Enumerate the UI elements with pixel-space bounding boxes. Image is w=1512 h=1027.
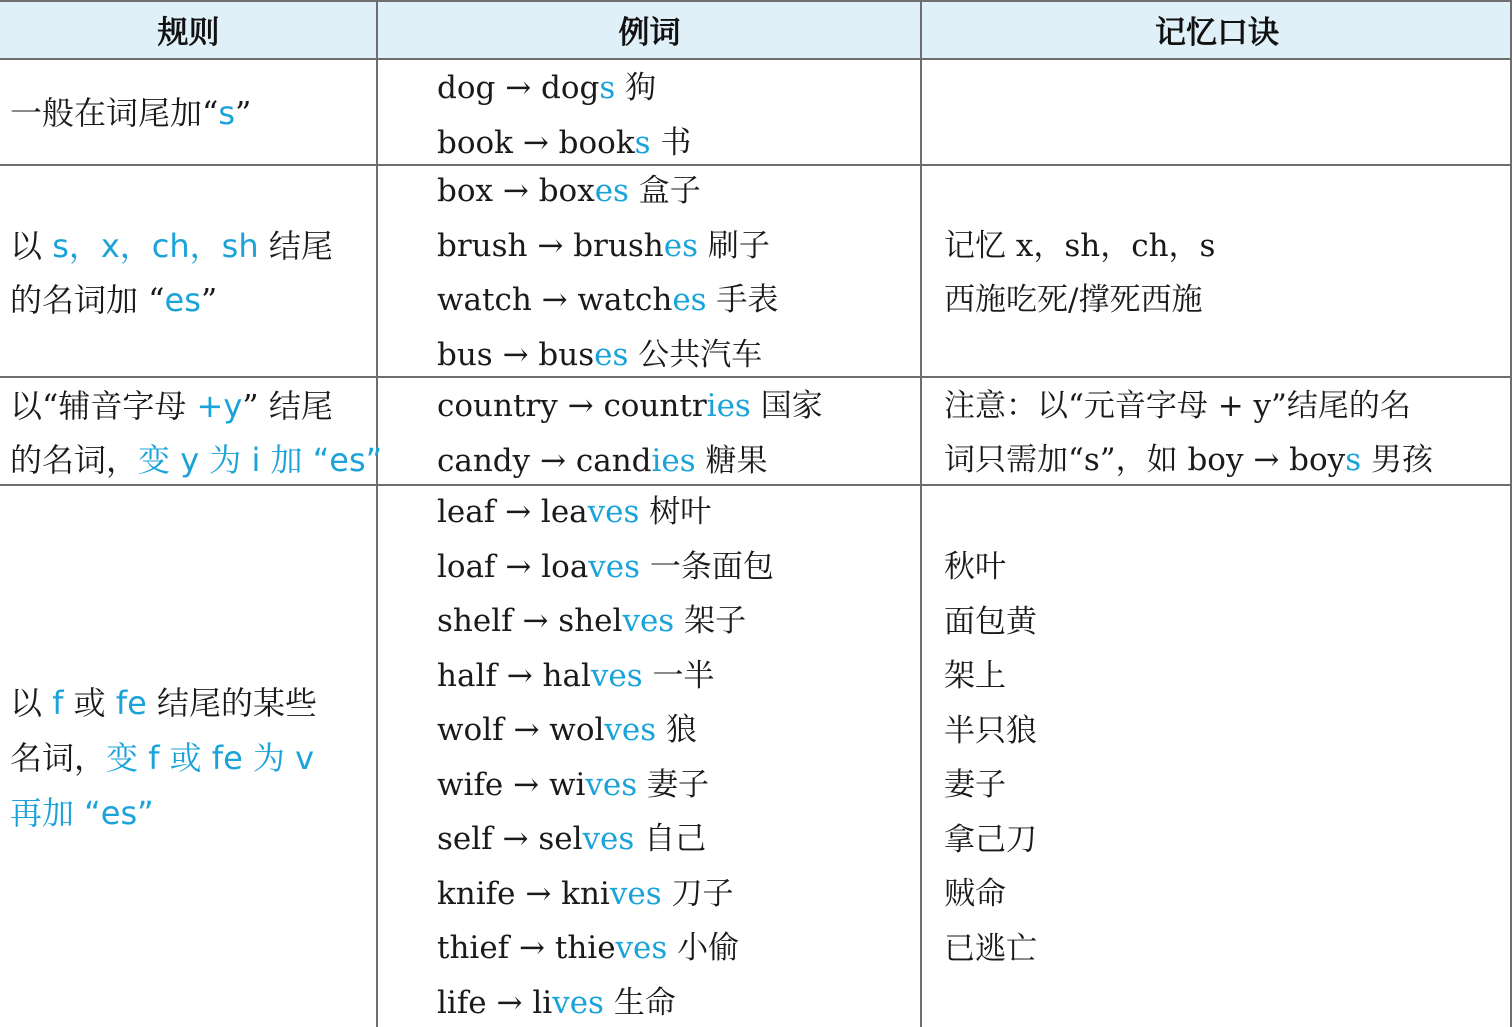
plural-suffix: es <box>672 282 707 318</box>
example-word <box>437 226 770 266</box>
chinese-meaning: 刀子 <box>661 875 734 912</box>
rule-highlight: 再加 “es” <box>10 794 154 832</box>
plural-stem: thie <box>554 930 616 966</box>
arrow-icon: → <box>492 336 539 373</box>
singular-form: life <box>437 984 487 1021</box>
mnemonic-text: 面包黄 <box>944 603 1037 640</box>
column-divider <box>376 0 378 1027</box>
example-word <box>437 710 697 750</box>
singular-form: brush <box>437 227 528 264</box>
row-divider <box>0 164 1512 166</box>
singular-form: knife <box>437 875 516 912</box>
chinese-meaning: 狗 <box>615 70 657 106</box>
singular-form: self <box>437 821 493 857</box>
chinese-meaning: 架子 <box>674 603 747 639</box>
rule-highlight: 变 y 为 i 加 “es” <box>138 441 383 479</box>
example-word <box>437 656 715 696</box>
arrow-icon: → <box>515 875 562 912</box>
rule-text <box>10 793 154 833</box>
rule-text <box>10 386 333 426</box>
rule-plain: 结尾的某些 <box>146 684 317 722</box>
chinese-meaning: 盒子 <box>628 173 701 209</box>
chinese-meaning: 国家 <box>750 388 823 424</box>
rule-text <box>10 440 382 480</box>
mnemonic-text: 已逃亡 <box>944 930 1037 967</box>
singular-form: leaf <box>437 494 496 530</box>
rule-plain: 以 <box>10 684 53 722</box>
mnemonic-text: 记忆 x，sh，ch，s <box>944 228 1216 264</box>
arrow-icon: → <box>503 766 549 803</box>
example-word <box>437 441 768 481</box>
singular-form: thief <box>437 930 510 966</box>
singular-form: shelf <box>437 603 513 639</box>
singular-form: country <box>437 388 558 424</box>
plural-suffix: ves <box>590 657 643 694</box>
rule-highlight: +y <box>196 387 243 425</box>
rule-highlight: s，x，ch，sh <box>52 227 259 265</box>
plural-suffix: ves <box>609 875 662 912</box>
mnemonic-text <box>944 440 1433 480</box>
arrow-icon: → <box>495 548 542 585</box>
rule-text <box>10 93 251 133</box>
rule-plain: 的名词加 “ <box>10 281 165 319</box>
rule-highlight: s <box>218 94 236 132</box>
rule-plain: ” <box>235 94 252 132</box>
rule-text <box>10 226 333 266</box>
mnemonic-text: 拿己刀 <box>944 821 1037 858</box>
row-divider <box>0 484 1512 486</box>
plural-stem: bus <box>538 336 595 373</box>
rule-plain: ” 结尾 <box>242 387 333 425</box>
rule-plain: 结尾 <box>258 227 333 265</box>
arrow-icon: → <box>509 930 555 966</box>
example-word <box>437 492 711 532</box>
plural-stem: sel <box>538 821 583 857</box>
row-divider <box>0 376 1512 378</box>
chinese-meaning: 妻子 <box>637 766 710 803</box>
plural-stem: countr <box>603 388 707 424</box>
rule-plain: 以“辅音字母 <box>10 387 197 425</box>
example-word <box>437 171 701 211</box>
arrow-icon: → <box>496 657 543 694</box>
chinese-meaning: 书 <box>650 124 692 161</box>
plural-suffix: ves <box>585 766 638 803</box>
chinese-meaning: 刷子 <box>697 227 770 264</box>
chinese-meaning: 树叶 <box>639 494 712 530</box>
plural-stem: wol <box>549 712 605 748</box>
plural-suffix: ves <box>604 712 657 748</box>
plural-suffix: ies <box>706 388 751 424</box>
plural-stem: dog <box>541 70 600 106</box>
plural-stem: shel <box>558 603 623 639</box>
header-rule: 规则 <box>157 14 220 51</box>
plural-stem: hal <box>542 657 591 694</box>
mnemonic-text: 秋叶 <box>944 549 1006 585</box>
plural-stem: li <box>532 984 553 1021</box>
plural-suffix: ies <box>651 442 696 479</box>
chinese-meaning: 糖果 <box>695 442 768 479</box>
chinese-meaning: 生命 <box>603 984 676 1021</box>
rule-plain: 或 <box>63 684 116 722</box>
mnemonic-text: 贼命 <box>944 876 1006 912</box>
singular-form: box <box>437 173 493 209</box>
chinese-meaning: 小偷 <box>667 930 740 966</box>
plural-stem: wi <box>548 766 586 803</box>
example-word <box>437 819 706 859</box>
plural-stem: cand <box>575 442 652 479</box>
plural-suffix: es <box>594 173 629 209</box>
singular-form: watch <box>437 282 532 318</box>
rule-plain: 的名词， <box>10 441 139 479</box>
mnemonic-text <box>944 386 1411 426</box>
mnemonic-text: 妻子 <box>944 767 1006 803</box>
arrow-icon: → <box>527 227 574 264</box>
arrow-icon: → <box>530 442 576 479</box>
highlight-text: s <box>1345 442 1362 478</box>
example-word <box>437 68 656 108</box>
rule-plain: ” <box>200 281 218 319</box>
table-border-top <box>0 0 1512 2</box>
arrow-icon: → <box>486 984 533 1021</box>
example-word <box>437 928 739 968</box>
rule-plain: 名词， <box>10 739 107 777</box>
arrow-icon: → <box>557 388 604 424</box>
rule-text <box>10 280 217 320</box>
singular-form: loaf <box>437 548 496 585</box>
arrow-icon: → <box>503 712 550 748</box>
singular-form: wolf <box>437 712 504 748</box>
rule-plain: 一般在词尾加“ <box>10 94 219 132</box>
row-divider <box>0 58 1512 60</box>
arrow-icon: → <box>512 124 559 161</box>
singular-form: half <box>437 657 497 694</box>
plural-suffix: ves <box>552 984 604 1021</box>
rule-highlight: 变 f 或 fe 为 v <box>106 739 315 777</box>
text: 词只需加“s”，如 boy → boy <box>944 442 1346 478</box>
plural-stem: kni <box>561 875 610 912</box>
plural-stem: brush <box>573 227 664 264</box>
plural-stem: loa <box>541 548 589 585</box>
rule-highlight: es <box>164 281 201 319</box>
arrow-icon: → <box>493 173 539 209</box>
plural-suffix: ves <box>587 494 640 530</box>
plural-suffix: es <box>594 336 629 373</box>
plural-suffix: es <box>663 227 698 264</box>
plural-suffix: s <box>599 70 616 106</box>
chinese-meaning: 一条面包 <box>640 548 774 585</box>
example-word <box>437 874 733 914</box>
chinese-meaning: 公共汽车 <box>628 336 763 373</box>
header-mnemonic: 记忆口诀 <box>1155 14 1279 51</box>
plural-stem: box <box>538 173 595 209</box>
singular-form: bus <box>437 336 493 373</box>
arrow-icon: → <box>531 282 578 318</box>
singular-form: book <box>437 124 513 161</box>
arrow-icon: → <box>512 603 559 639</box>
plural-stem: lea <box>540 494 588 530</box>
rule-plain: 以 <box>10 227 53 265</box>
rule-highlight: fe <box>115 684 147 722</box>
plural-suffix: ves <box>615 930 668 966</box>
example-word <box>437 280 778 320</box>
arrow-icon: → <box>495 70 542 106</box>
chinese-meaning: 手表 <box>706 282 779 318</box>
rule-text <box>10 738 314 778</box>
plural-stem: watch <box>577 282 673 318</box>
example-word <box>437 601 746 641</box>
plural-suffix: s <box>634 124 651 161</box>
example-word <box>437 765 709 805</box>
example-word <box>437 547 774 587</box>
chinese-meaning: 一半 <box>642 657 715 694</box>
singular-form: candy <box>437 442 531 479</box>
chinese-meaning: 自己 <box>634 821 707 857</box>
header-examples: 例词 <box>618 14 681 51</box>
singular-form: dog <box>437 70 496 106</box>
plural-stem: book <box>558 124 635 161</box>
chinese-meaning: 狼 <box>656 712 698 748</box>
arrow-icon: → <box>492 821 539 857</box>
example-word <box>437 386 823 426</box>
plural-suffix: ves <box>588 548 641 585</box>
column-divider <box>920 0 922 1027</box>
rule-text <box>10 683 317 723</box>
mnemonic-text: 架上 <box>944 658 1006 694</box>
arrow-icon: → <box>495 494 541 530</box>
mnemonic-text: 西施吃死/撑死西施 <box>944 282 1203 318</box>
singular-form: wife <box>437 766 504 803</box>
example-word <box>437 983 676 1023</box>
rule-highlight: f <box>52 684 64 722</box>
text: 注意：以“元音字母 + y”结尾的名 <box>944 388 1411 424</box>
mnemonic-text: 半只狼 <box>944 712 1037 749</box>
plural-suffix: ves <box>582 821 635 857</box>
example-word <box>437 123 691 163</box>
plural-suffix: ves <box>622 603 675 639</box>
example-word <box>437 335 762 375</box>
text: 男孩 <box>1361 442 1433 478</box>
